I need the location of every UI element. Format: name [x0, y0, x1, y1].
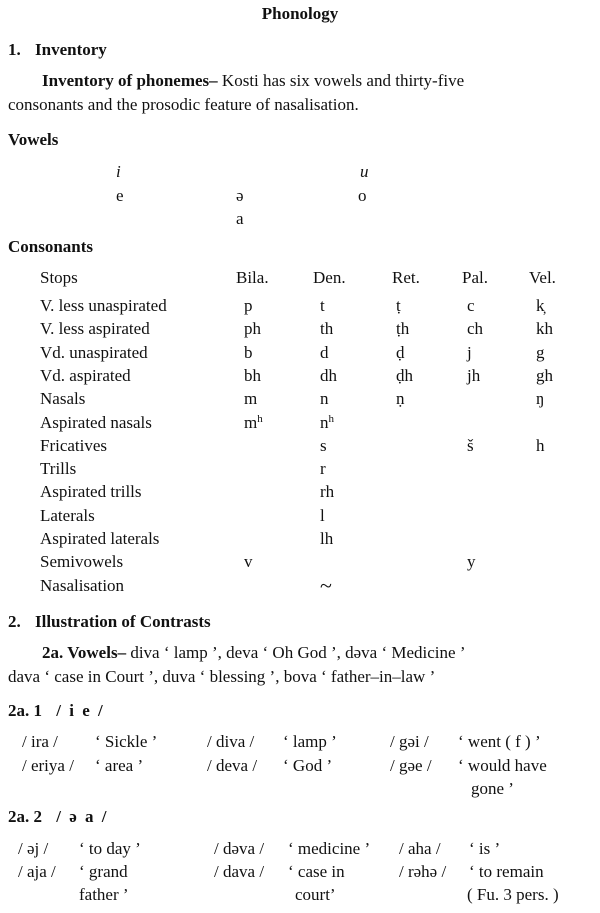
consonant-cell: c	[467, 296, 475, 315]
example-gloss: ‘ grand	[79, 862, 128, 881]
consonant-cell: k̦	[536, 296, 545, 315]
example-word: / dəva /	[214, 839, 265, 858]
vowel-o: o	[358, 186, 367, 205]
consonant-cell: jh	[467, 366, 481, 385]
vowel-u: u	[360, 162, 369, 181]
vowel-i: i	[116, 162, 121, 181]
consonant-cell: p	[244, 296, 253, 315]
example-gloss: ‘ would have	[458, 756, 547, 775]
subsection-2a2-pair: / ə a /	[56, 807, 109, 826]
subsection-2a2-label: 2a. 2	[8, 807, 42, 826]
inventory-lead-rest: Kosti has six vowels and thirty-five	[217, 71, 465, 90]
example-gloss: ‘ to day ’	[79, 839, 141, 858]
vowel-a: a	[236, 209, 244, 228]
subsection-2a1-heading	[8, 702, 105, 719]
subsection-2a2-heading	[8, 808, 109, 825]
consonant-cell: h	[536, 436, 545, 455]
example-gloss: ‘ went ( f ) ’	[458, 732, 541, 751]
consonant-cell: m	[244, 389, 258, 408]
example-word: / aha /	[399, 839, 441, 858]
subsection-2a1-pair: / i e /	[56, 701, 105, 720]
example-word: / aja /	[18, 862, 56, 881]
consonant-row-label: Nasalisation	[40, 576, 125, 595]
column-dental: Den.	[313, 268, 346, 287]
consonant-cell: r	[320, 459, 326, 478]
consonant-cell: ph	[244, 319, 261, 338]
section-2-heading	[8, 613, 211, 630]
consonant-cell: t	[320, 296, 325, 315]
consonant-cell: ṭh	[396, 319, 410, 338]
consonant-row-label: Vd. aspirated	[40, 366, 131, 385]
section-2-title: Illustration of Contrasts	[35, 612, 211, 631]
consonant-cell: v	[244, 552, 253, 571]
example-continuation: father ’	[79, 885, 129, 904]
vowel-e: e	[116, 186, 124, 205]
example-word: / gəi /	[390, 732, 429, 751]
consonant-row-label: Aspirated laterals	[40, 529, 160, 548]
consonant-cell: ŋ	[536, 389, 545, 408]
vowels-contrast-lead: 2a. Vowels–	[42, 643, 127, 662]
vowels-contrast-rest: diva ‘ lamp ’, deva ‘ Oh God ’, dəva ‘ Medicine ’	[126, 643, 466, 662]
example-continuation: court’	[295, 885, 336, 904]
consonant-cell: ḍh	[396, 366, 413, 385]
example-word: / əj /	[18, 839, 49, 858]
consonants-heading: Consonants	[8, 237, 94, 256]
consonant-cell: j	[467, 343, 472, 362]
consonant-cell: s	[320, 436, 327, 455]
page-title: Phonology	[261, 4, 339, 23]
example-word: / gəe /	[390, 756, 432, 775]
example-continuation: gone ’	[471, 779, 514, 798]
consonant-cell: y	[467, 552, 476, 571]
consonant-row-label: Fricatives	[40, 436, 108, 455]
example-continuation: ( Fu. 3 pers. )	[467, 885, 559, 904]
consonant-cell: g	[536, 343, 545, 362]
section-1-heading	[8, 41, 107, 58]
consonant-cell: n	[320, 389, 329, 408]
consonant-cell: d	[320, 343, 329, 362]
consonant-cell: bh	[244, 366, 261, 385]
consonant-row-label: Laterals	[40, 506, 95, 525]
consonant-cell: l	[320, 506, 325, 525]
example-gloss: ‘ is ’	[469, 839, 501, 858]
consonant-cell: ch	[467, 319, 484, 338]
inventory-paragraph-line-2: consonants and the prosodic feature of nasalisation.	[8, 95, 359, 114]
consonant-cell: ṇ	[396, 389, 405, 408]
section-1-number: 1.	[8, 40, 21, 59]
consonant-cell: b	[244, 343, 253, 362]
section-1-title: Inventory	[35, 40, 107, 59]
vowels-contrast-line-1	[42, 644, 466, 661]
consonant-row-label: Aspirated trills	[40, 482, 142, 501]
example-gloss: ‘ medicine ’	[288, 839, 371, 858]
consonant-cell: $n^h$	[320, 413, 334, 432]
vowel-schwa: ə	[236, 186, 244, 205]
section-2-number: 2.	[8, 612, 21, 631]
consonant-cell: kh	[536, 319, 553, 338]
consonant-cell: dh	[320, 366, 337, 385]
stops-label: Stops	[40, 268, 78, 287]
column-velar: Vel.	[529, 268, 556, 287]
example-gloss: ‘ area ’	[95, 756, 144, 775]
column-retroflex: Ret.	[392, 268, 420, 287]
example-word: / ira /	[22, 732, 58, 751]
consonant-row-label: V. less aspirated	[40, 319, 150, 338]
inventory-paragraph-line-1	[42, 72, 464, 89]
subsection-2a1-label: 2a. 1	[8, 701, 42, 720]
consonant-cell: th	[320, 319, 334, 338]
example-word: / dava /	[214, 862, 265, 881]
consonant-row-label: Trills	[40, 459, 77, 478]
example-gloss: ‘ lamp ’	[283, 732, 337, 751]
consonant-row-label: V. less unaspirated	[40, 296, 167, 315]
example-gloss: ‘ Sickle ’	[95, 732, 158, 751]
consonant-cell: rh	[320, 482, 335, 501]
column-palatal: Pal.	[462, 268, 488, 287]
example-gloss: ‘ case in	[288, 862, 345, 881]
consonant-row-label: Aspirated nasals	[40, 413, 152, 432]
consonant-cell: ḍ	[396, 343, 405, 362]
example-word: / diva /	[207, 732, 255, 751]
inventory-lead: Inventory of phonemes–	[42, 71, 218, 90]
example-word: / rəhə /	[399, 862, 447, 881]
example-word: / deva /	[207, 756, 258, 775]
vowels-heading: Vowels	[8, 130, 59, 149]
consonant-cell: ṭ	[396, 296, 401, 315]
vowels-contrast-line-2: dava ‘ case in Court ’, duva ‘ blessing ’, bova ‘ father–in–law ’	[8, 667, 436, 686]
example-word: / eriya /	[22, 756, 74, 775]
consonant-row-label: Semivowels	[40, 552, 124, 571]
consonant-cell: lh	[320, 529, 334, 548]
column-bilabial: Bila.	[236, 268, 269, 287]
consonant-cell: $m^h$	[244, 413, 263, 432]
consonant-cell: š	[467, 436, 474, 455]
consonant-row-label: Nasals	[40, 389, 86, 408]
consonant-cell: ~	[320, 573, 332, 598]
example-gloss: ‘ to remain	[469, 862, 544, 881]
consonant-row-label: Vd. unaspirated	[40, 343, 148, 362]
example-gloss: ‘ God ’	[283, 756, 333, 775]
consonant-cell: gh	[536, 366, 553, 385]
